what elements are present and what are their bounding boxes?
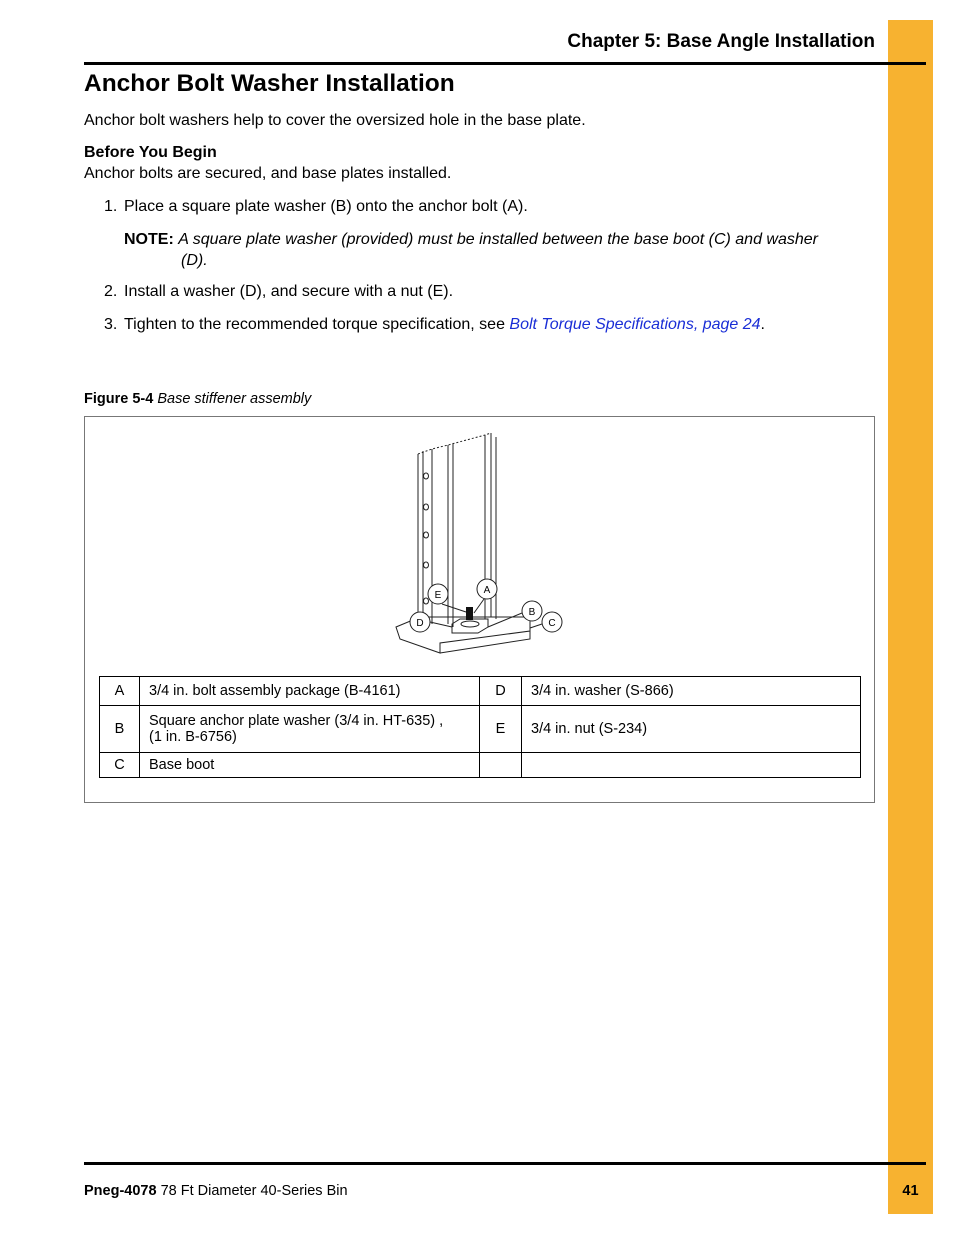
page-number: 41 <box>902 1183 919 1199</box>
note-text-continued: (D). <box>181 252 208 269</box>
base-stiffener-drawing <box>390 429 570 664</box>
legend-key: A <box>100 677 140 706</box>
anchor-bolt-nut <box>466 607 473 620</box>
step-number: 2. <box>104 283 118 300</box>
step-text: Install a washer (D), and secure with a nut (E). <box>124 283 454 300</box>
legend-key <box>480 753 522 778</box>
legend-description-line: Square anchor plate washer (3/4 in. HT-635) , <box>149 713 444 729</box>
step-3 <box>104 316 765 334</box>
bolt-hole <box>424 562 429 568</box>
legend-description: 3/4 in. washer (S-866) <box>522 677 861 706</box>
intro-paragraph: Anchor bolt washers help to cover the oversized hole in the base plate. <box>84 112 586 129</box>
base-plate-edge <box>440 631 530 653</box>
round-washer <box>461 621 479 627</box>
before-you-begin-heading: Before You Begin <box>84 144 217 161</box>
leader-line <box>488 613 522 627</box>
footer-rule <box>84 1162 926 1165</box>
step-2 <box>104 283 453 301</box>
figure-caption <box>84 391 311 407</box>
step-number: 1. <box>104 198 118 215</box>
callout-label-e: E <box>434 590 442 601</box>
legend-description <box>140 706 480 753</box>
legend-key: C <box>100 753 140 778</box>
step-number: 3. <box>104 316 118 333</box>
bolt-hole <box>424 598 429 604</box>
document-id: Pneg-4078 <box>84 1183 157 1199</box>
chapter-title: Chapter 5: Base Angle Installation <box>567 31 875 52</box>
bolt-hole <box>424 473 429 479</box>
leader-line <box>442 604 466 612</box>
table-row <box>100 677 861 706</box>
legend-description: 3/4 in. nut (S-234) <box>522 706 861 753</box>
callout-label-c: C <box>548 618 556 629</box>
chapter-side-tab <box>888 20 933 1214</box>
figure-title: Base stiffener assembly <box>157 391 312 407</box>
callout-label-b: B <box>528 607 536 618</box>
leader-line <box>474 599 484 613</box>
bolt-hole <box>424 532 429 538</box>
torque-spec-link[interactable]: Bolt Torque Specifications, page 24 <box>509 316 761 333</box>
callout-label-a: A <box>483 585 491 596</box>
step-suffix: . <box>760 316 765 333</box>
legend-description <box>522 753 861 778</box>
note-text: A square plate washer (provided) must be installed between the base boot (C) and washer <box>178 231 818 248</box>
legend-key: D <box>480 677 522 706</box>
stiffener-top-edge <box>418 433 491 454</box>
step-text: Tighten to the recommended torque specification, see <box>124 316 510 333</box>
stiffener-web <box>448 443 453 627</box>
legend-table <box>99 676 861 778</box>
header-rule <box>84 62 926 65</box>
note-block <box>124 229 864 271</box>
callout-label-d: D <box>416 618 424 629</box>
figure-number: Figure 5-4 <box>84 391 154 407</box>
leader-line <box>530 624 542 628</box>
bolt-hole <box>424 504 429 510</box>
legend-key: B <box>100 706 140 753</box>
footer-document-title <box>84 1183 348 1199</box>
leader-line <box>430 622 452 627</box>
step-text: Place a square plate washer (B) onto the anchor bolt (A). <box>124 198 528 215</box>
table-row <box>100 753 861 778</box>
legend-description: Base boot <box>140 753 480 778</box>
section-title: Anchor Bolt Washer Installation <box>84 70 455 97</box>
legend-description-line: (1 in. B-6756) <box>149 729 237 745</box>
legend-key: E <box>480 706 522 753</box>
before-you-begin-text: Anchor bolts are secured, and base plates installed. <box>84 165 452 182</box>
note-label: NOTE: <box>124 231 174 248</box>
legend-description: 3/4 in. bolt assembly package (B-4161) <box>140 677 480 706</box>
document-name: 78 Ft Diameter 40-Series Bin <box>156 1183 348 1199</box>
step-1 <box>104 198 528 216</box>
figure-frame <box>84 416 875 803</box>
table-row <box>100 706 861 753</box>
